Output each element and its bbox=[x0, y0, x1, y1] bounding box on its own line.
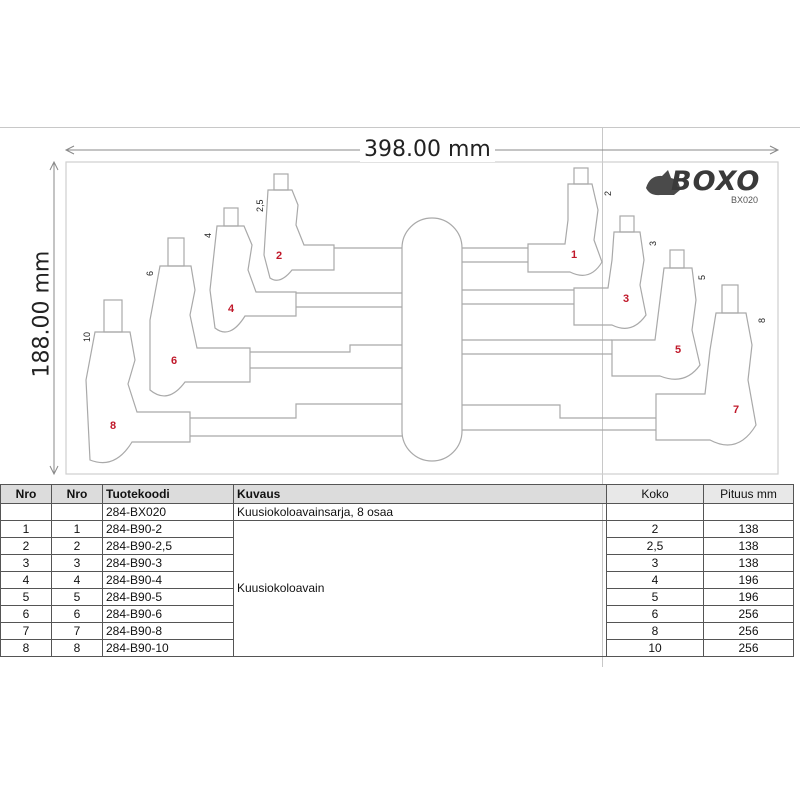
center-hub bbox=[402, 218, 462, 461]
tray-outline bbox=[66, 162, 778, 474]
wrench-number-5: 5 bbox=[675, 344, 682, 356]
header-nro-1: Nro bbox=[1, 485, 52, 504]
table-row: 2 2 284-B90-2,5 2,5 138 bbox=[1, 538, 794, 555]
table-row: 5 5 284-B90-5 5 196 bbox=[1, 589, 794, 606]
height-dimension-label: 188.00 mm bbox=[29, 250, 55, 378]
header-nro-2: Nro bbox=[52, 485, 103, 504]
brand-logo bbox=[643, 166, 779, 208]
table-header-row bbox=[1, 485, 794, 504]
width-dimension-label: 398.00 mm bbox=[360, 137, 495, 162]
wrench-number-3: 3 bbox=[623, 293, 630, 305]
wrench-size-5: 5 bbox=[697, 274, 707, 280]
wrench-3-outline bbox=[574, 216, 646, 328]
set-description: Kuusiokoloavainsarja, 8 osaa bbox=[234, 504, 607, 521]
wrench-2-outline bbox=[264, 174, 334, 280]
wrench-1-outline bbox=[528, 168, 602, 275]
wrench-5-outline bbox=[612, 250, 700, 379]
brand-name: BOXO bbox=[671, 166, 761, 197]
header-pituus: Pituus mm bbox=[704, 485, 794, 504]
header-kuvaus: Kuvaus bbox=[234, 485, 607, 504]
wrench-size-3: 3 bbox=[648, 240, 658, 246]
wrench-number-4: 4 bbox=[228, 303, 235, 315]
wrench-number-2: 2 bbox=[276, 250, 283, 262]
table-row: 1 1 284-B90-2 Kuusiokoloavain 2 138 bbox=[1, 521, 794, 538]
table-row-set bbox=[1, 504, 794, 521]
table-row: 4 4 284-B90-4 4 196 bbox=[1, 572, 794, 589]
brand-model: BX020 bbox=[731, 195, 759, 205]
wrench-8-outline bbox=[86, 300, 190, 463]
wrench-size-6: 6 bbox=[145, 270, 155, 276]
wrench-7-outline bbox=[656, 285, 756, 445]
wrench-size-7: 8 bbox=[757, 317, 767, 323]
table-row: 3 3 284-B90-3 3 138 bbox=[1, 555, 794, 572]
product-table bbox=[0, 484, 794, 657]
header-tuotekoodi: Tuotekoodi bbox=[103, 485, 234, 504]
item-description: Kuusiokoloavain bbox=[234, 521, 607, 657]
header-koko: Koko bbox=[607, 485, 704, 504]
table-row: 7 7 284-B90-8 8 256 bbox=[1, 623, 794, 640]
wrench-number-8: 8 bbox=[110, 420, 117, 432]
wrench-6-outline bbox=[150, 238, 250, 396]
wrench-size-8: 10 bbox=[82, 331, 92, 342]
set-code: 284-BX020 bbox=[103, 504, 234, 521]
wrench-4-outline bbox=[210, 208, 296, 332]
wrench-number-6: 6 bbox=[171, 355, 178, 367]
wrench-size-4: 4 bbox=[203, 232, 213, 238]
wrench-size-1: 2 bbox=[603, 190, 613, 196]
table-row: 6 6 284-B90-6 6 256 bbox=[1, 606, 794, 623]
wrench-number-1: 1 bbox=[571, 249, 578, 261]
wrench-size-2: 2,5 bbox=[255, 199, 265, 212]
wrench-number-7: 7 bbox=[733, 404, 740, 416]
table-row: 8 8 284-B90-10 10 256 bbox=[1, 640, 794, 657]
